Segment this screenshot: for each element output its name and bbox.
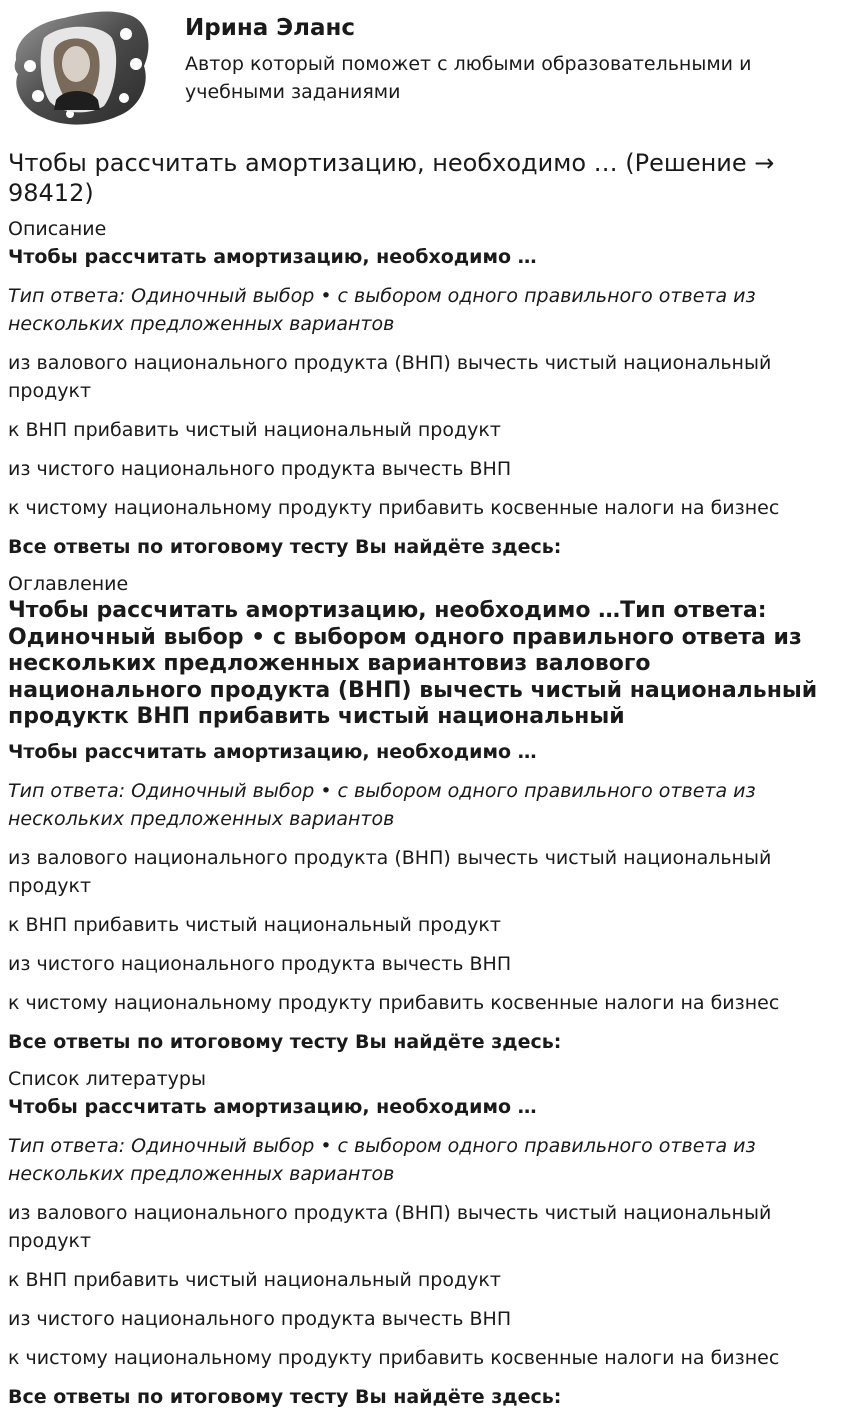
description-section xyxy=(8,243,838,561)
author-block xyxy=(8,8,838,128)
question-text: Чтобы рассчитать амортизацию, необходимо … xyxy=(8,741,537,763)
answer-option: из валового национального продукта (ВНП) вычесть чистый национальный продукт xyxy=(8,1202,772,1252)
answer-option: к ВНП прибавить чистый национальный продукт xyxy=(8,419,501,441)
answer-option: из чистого национального продукта вычесть ВНП xyxy=(8,953,512,975)
question-text: Чтобы рассчитать амортизацию, необходимо … xyxy=(8,1096,537,1118)
contents-section xyxy=(8,738,838,1056)
answer-option: из валового национального продукта (ВНП) вычесть чистый национальный продукт xyxy=(8,352,772,402)
all-answers-text: Все ответы по итоговому тесту Вы найдёте здесь: xyxy=(8,1386,562,1408)
author-name: Ирина Эланс xyxy=(185,15,356,41)
answer-option: к ВНП прибавить чистый национальный продукт xyxy=(8,914,501,936)
question-text: Чтобы рассчитать амортизацию, необходимо … xyxy=(8,246,537,268)
all-answers-text: Все ответы по итоговому тесту Вы найдёте здесь: xyxy=(8,536,562,558)
answer-option: к чистому национальному продукту прибавить косвенные налоги на бизнес xyxy=(8,1347,780,1369)
section-label-references: Список литературы xyxy=(8,1068,206,1090)
section-label-description: Описание xyxy=(8,218,107,240)
all-answers-text: Все ответы по итоговому тесту Вы найдёте здесь: xyxy=(8,1031,562,1053)
references-section xyxy=(8,1093,838,1411)
answer-type: Тип ответа: Одиночный выбор • с выбором одного правильного ответа из нескольких предложенных вариантов xyxy=(8,1135,756,1185)
answer-option: из чистого национального продукта вычесть ВНП xyxy=(8,1308,512,1330)
answer-option: к чистому национальному продукту прибавить косвенные налоги на бизнес xyxy=(8,497,780,519)
author-description: Автор который поможет с любыми образовательными и учебными заданиями xyxy=(185,53,752,103)
section-label-contents: Оглавление xyxy=(8,573,129,595)
answer-option: из чистого национального продукта вычесть ВНП xyxy=(8,458,512,480)
answer-option: к чистому национальному продукту прибавить косвенные налоги на бизнес xyxy=(8,992,780,1014)
answer-type: Тип ответа: Одиночный выбор • с выбором одного правильного ответа из нескольких предложенных вариантов xyxy=(8,780,756,830)
page-title: Чтобы рассчитать амортизацию, необходимо … (Решение → 98412) xyxy=(8,149,775,207)
answer-option: к ВНП прибавить чистый национальный продукт xyxy=(8,1269,501,1291)
contents-heading: Чтобы рассчитать амортизацию, необходимо …Тип ответа: Одиночный выбор • с выбором одного правильного ответа из нескольких предложенных вариантовиз валового национального продукта (ВНП) вычесть чистый национальный продуктк ВНП прибавить чистый национальный xyxy=(8,598,818,729)
author-avatar xyxy=(8,8,152,126)
answer-type: Тип ответа: Одиночный выбор • с выбором одного правильного ответа из нескольких предложенных вариантов xyxy=(8,285,756,335)
answer-option: из валового национального продукта (ВНП) вычесть чистый национальный продукт xyxy=(8,847,772,897)
